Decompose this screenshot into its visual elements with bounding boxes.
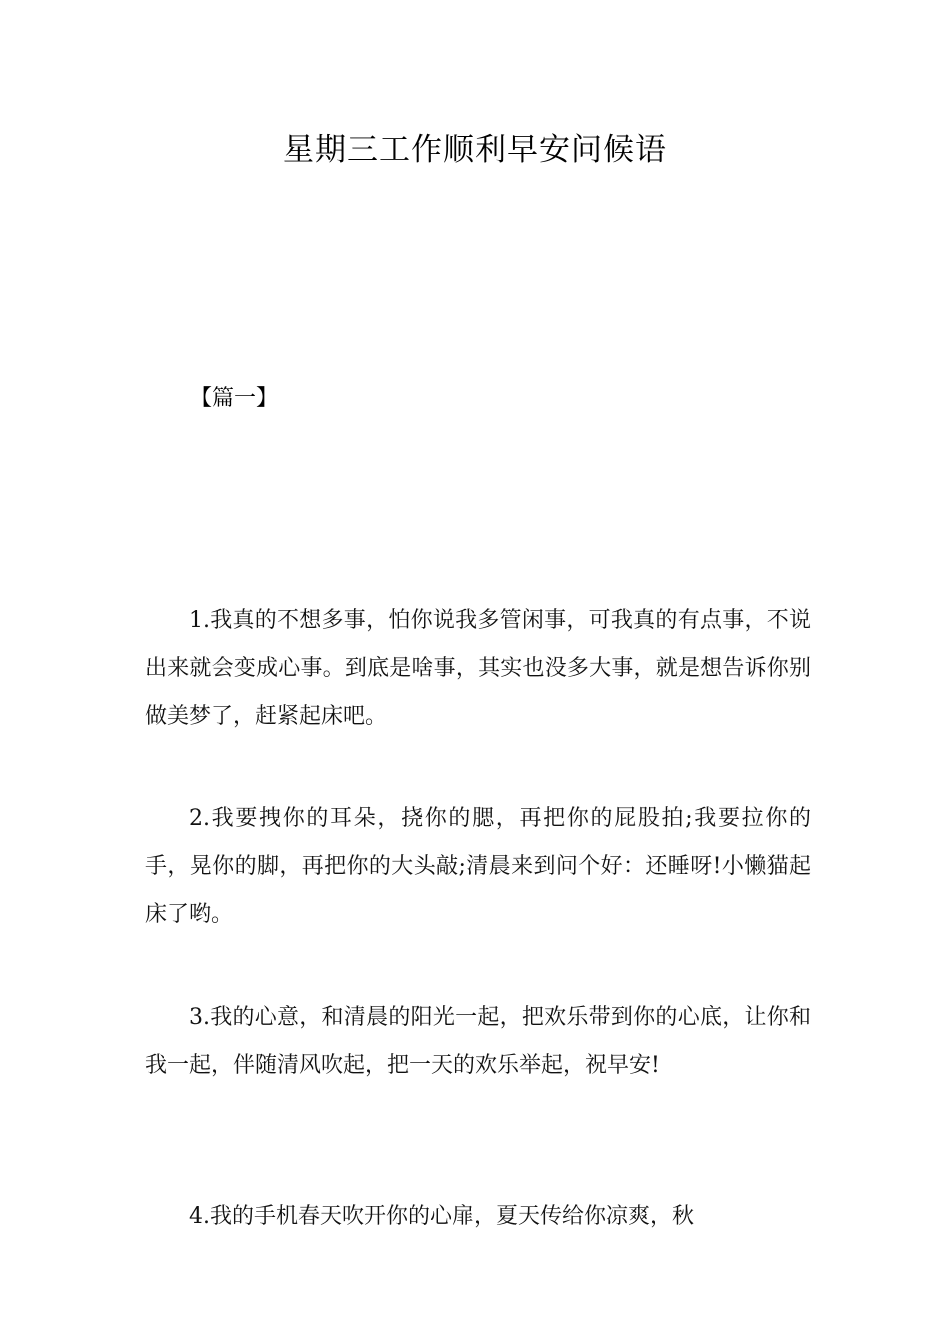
paragraph-1: 1.我真的不想多事，怕你说我多管闲事，可我真的有点事，不说出来就会变成心事。到底是啥事，其实也没多大事，就是想告诉你别做美梦了，赶紧起床吧。 xyxy=(145,608,811,729)
paragraph-4: 4.我的手机春天吹开你的心扉，夏天传给你凉爽，秋 xyxy=(189,1204,694,1229)
document-title: 星期三工作顺利早安问候语 xyxy=(283,132,667,168)
section-label: 【篇一】 xyxy=(190,386,279,411)
paragraph-2: 2.我要拽你的耳朵，挠你的腮，再把你的屁股拍;我要拉你的手，晃你的脚，再把你的大头敲;清晨来到问个好：还睡呀!小懒猫起床了哟。 xyxy=(145,806,811,927)
paragraph-3: 3.我的心意，和清晨的阳光一起，把欢乐带到你的心底，让你和我一起，伴随清风吹起，把一天的欢乐举起，祝早安! xyxy=(145,1005,811,1078)
